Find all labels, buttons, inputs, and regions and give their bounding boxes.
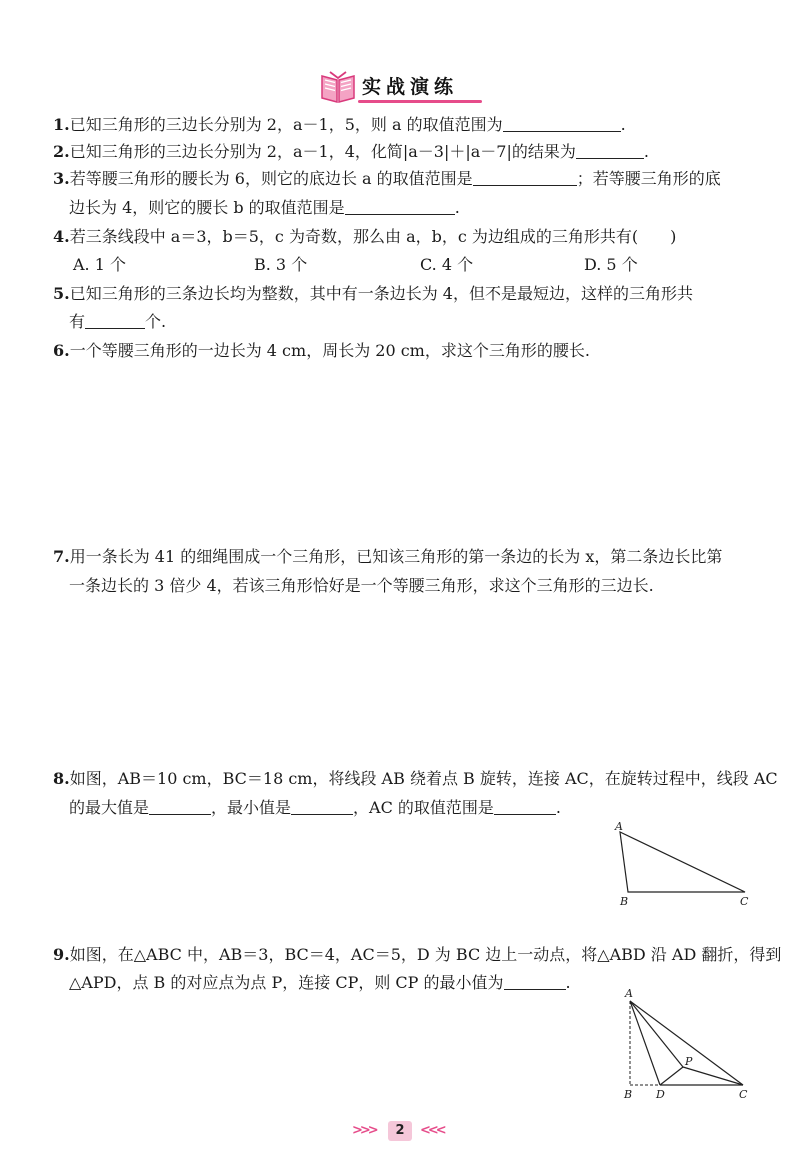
figure-q9-triangle — [615, 985, 765, 1105]
question-3-line-2 — [69, 197, 460, 219]
section-title: 实战演练 — [362, 76, 459, 98]
period: . — [555, 798, 562, 817]
question-5-line-1 — [53, 283, 693, 305]
question-text: 已知三角形的三边长分别为 2，a－1，5，则 a 的取值范围为 — [69, 115, 503, 134]
answer-blank[interactable] — [345, 198, 455, 215]
label-b: B — [620, 895, 629, 908]
question-5-line-2 — [69, 311, 166, 333]
question-text: ，AC 的取值范围是 — [353, 798, 494, 817]
question-1 — [53, 114, 626, 136]
question-9-line-2 — [69, 972, 571, 994]
open-book-icon — [318, 70, 358, 104]
title-underline — [358, 100, 482, 103]
answer-blank[interactable] — [149, 798, 211, 815]
question-number: 5. — [53, 284, 70, 303]
answer-blank[interactable] — [85, 312, 145, 329]
chevron-right-icon: >>> — [352, 1123, 376, 1138]
question-text: ，最小值是 — [211, 798, 292, 817]
answer-blank[interactable] — [494, 798, 556, 815]
page-footer — [350, 1121, 450, 1141]
question-2 — [53, 141, 649, 163]
label-c: C — [739, 1088, 748, 1101]
question-text: 已知三角形的三边长分别为 2，a－1，4，化简|a－3|＋|a－7|的结果为 — [69, 142, 576, 161]
label-b: B — [624, 1088, 633, 1101]
period: . — [565, 973, 571, 992]
option-b[interactable]: B. 3 个 — [254, 255, 308, 274]
option-c[interactable]: C. 4 个 — [420, 255, 474, 274]
period: . — [454, 198, 460, 217]
question-text: 若三条线段中 a＝3，b＝5，c 为奇数，那么由 a，b，c 为边组成的三角形共有( ) — [69, 227, 677, 246]
question-number: 9. — [53, 945, 70, 964]
question-text: 如图，AB＝10 cm，BC＝18 cm，将线段 AB 绕着点 B 旋转，连接 AC，在旋转过程中，线段 AC — [69, 769, 778, 788]
option-d[interactable]: D. 5 个 — [584, 255, 638, 274]
answer-blank[interactable] — [473, 169, 577, 186]
label-p: P — [685, 1055, 693, 1068]
question-text: 一条边长的 3 倍少 4，若该三角形恰好是一个等腰三角形，求这个三角形的三边长. — [69, 576, 654, 595]
question-7-line-2 — [69, 575, 654, 597]
label-c: C — [740, 895, 749, 908]
answer-blank[interactable] — [576, 142, 644, 159]
question-number: 3. — [53, 169, 70, 188]
option-a[interactable]: A. 1 个 — [73, 255, 126, 274]
page-number: 2 — [388, 1121, 412, 1141]
label-d: D — [656, 1088, 665, 1101]
section-header — [318, 70, 482, 104]
question-text: 边长为 4，则它的腰长 b 的取值范围是 — [69, 198, 345, 217]
question-8-line-1 — [53, 768, 778, 790]
question-text: 若等腰三角形的腰长为 6，则它的底边长 a 的取值范围是 — [69, 169, 473, 188]
question-text: 用一条长为 41 的细绳围成一个三角形，已知该三角形的第一条边的长为 x，第二条边长比第 — [69, 547, 723, 566]
question-number: 6. — [53, 341, 70, 360]
question-text: 的最大值是 — [69, 798, 150, 817]
figure-q8-triangle — [610, 820, 760, 910]
answer-blank[interactable] — [503, 115, 621, 132]
chevron-left-icon: <<< — [420, 1123, 444, 1138]
question-number: 7. — [53, 547, 70, 566]
period: . — [620, 115, 626, 134]
question-text: ；若等腰三角形的底 — [576, 169, 721, 188]
question-4 — [53, 226, 676, 248]
question-text: 已知三角形的三条边长均为整数，其中有一条边长为 4，但不是最短边，这样的三角形共 — [69, 284, 693, 303]
question-text: △APD，点 B 的对应点为点 P，连接 CP，则 CP 的最小值为 — [69, 973, 504, 992]
period: . — [643, 142, 649, 161]
question-6 — [53, 340, 590, 362]
question-number: 2. — [53, 142, 70, 161]
question-number: 8. — [53, 769, 70, 788]
question-text: 如图，在△ABC 中，AB＝3，BC＝4，AC＝5，D 为 BC 边上一动点，将△ABD 沿 AD 翻折，得到 — [69, 945, 782, 964]
question-8-line-2 — [69, 797, 561, 819]
answer-blank[interactable] — [504, 973, 566, 990]
question-7-line-1 — [53, 546, 722, 568]
question-text: 有 — [69, 312, 86, 331]
question-text: 一个等腰三角形的一边长为 4 cm，周长为 20 cm，求这个三角形的腰长. — [69, 341, 590, 360]
question-9-line-1 — [53, 944, 781, 966]
label-a: A — [625, 987, 633, 1000]
label-a: A — [615, 820, 623, 833]
question-number: 4. — [53, 227, 70, 246]
question-text: 个. — [145, 312, 167, 331]
question-3-line-1 — [53, 168, 721, 190]
answer-blank[interactable] — [291, 798, 353, 815]
question-number: 1. — [53, 115, 70, 134]
